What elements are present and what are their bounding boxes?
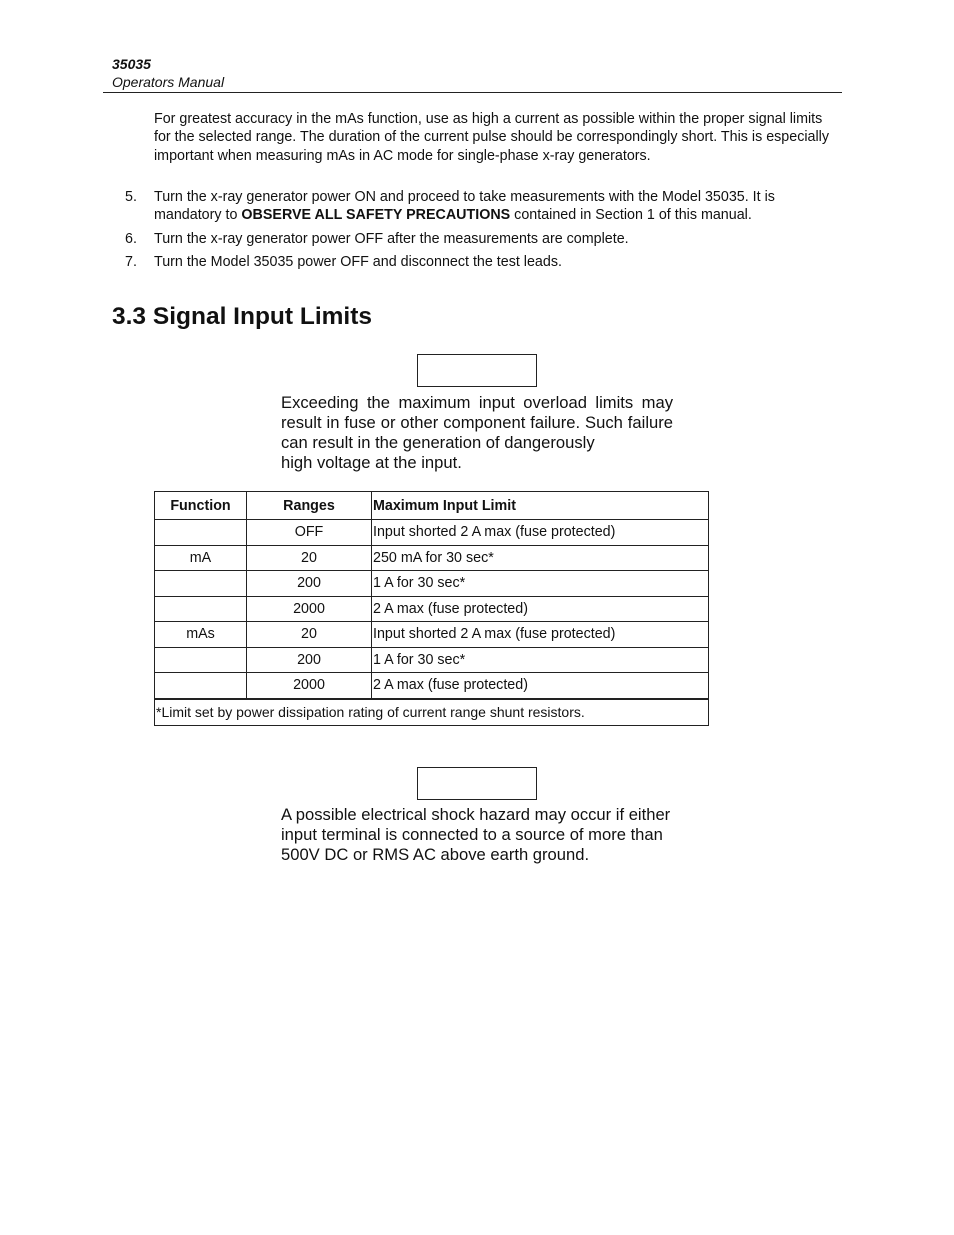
cell-function: mA xyxy=(155,545,247,571)
column-header-max-input-limit: Maximum Input Limit xyxy=(372,492,709,520)
shock-hazard-note: A possible electrical shock hazard may occur if either input terminal is connected to a source of more than 500V DC or RMS AC above earth ground. xyxy=(281,805,671,864)
header-model-number: 35035 xyxy=(112,56,151,72)
step-number: 5. xyxy=(125,189,137,205)
signal-limits-table xyxy=(154,491,709,726)
cell-function: mAs xyxy=(155,622,247,648)
step-text-after: contained in Section 1 of this manual. xyxy=(510,207,752,224)
procedure-steps xyxy=(125,188,840,276)
warning-label-box xyxy=(417,767,537,800)
table-row xyxy=(155,520,709,546)
step-text xyxy=(154,188,840,225)
safety-emphasis: OBSERVE ALL SAFETY PRECAUTIONS xyxy=(241,207,511,224)
cell-limit: 1 A for 30 sec* xyxy=(372,571,709,597)
column-header-function: Function xyxy=(155,492,247,520)
cell-function xyxy=(155,647,247,673)
table-row xyxy=(155,545,709,571)
overload-warning-note xyxy=(281,393,673,473)
table-row xyxy=(155,647,709,673)
caution-label-box xyxy=(417,354,537,387)
cell-limit: Input shorted 2 A max (fuse protected) xyxy=(372,622,709,648)
column-header-ranges: Ranges xyxy=(247,492,372,520)
table-row xyxy=(155,622,709,648)
step-text-before: Turn the x-ray generator power ON and proceed to take measurements with the Model 35035. It is mandatory to xyxy=(154,189,775,224)
step-text: Turn the x-ray generator power OFF after the measurements are complete. xyxy=(154,230,629,247)
warning-text-last-line: high voltage at the input. xyxy=(281,453,462,472)
cell-limit: Input shorted 2 A max (fuse protected) xyxy=(372,520,709,546)
cell-range: 200 xyxy=(247,571,372,597)
cell-limit: 1 A for 30 sec* xyxy=(372,647,709,673)
cell-range: 20 xyxy=(247,622,372,648)
step-number: 7. xyxy=(125,253,137,270)
cell-limit: 2 A max (fuse protected) xyxy=(372,596,709,622)
step-5 xyxy=(125,188,840,225)
page-header xyxy=(103,55,842,93)
table-row xyxy=(155,596,709,622)
section-heading: 3.3 Signal Input Limits xyxy=(112,303,373,330)
step-text: Turn the Model 35035 power OFF and disconnect the test leads. xyxy=(154,253,562,270)
cell-limit: 2 A max (fuse protected) xyxy=(372,673,709,699)
cell-function xyxy=(155,520,247,546)
cell-range: 2000 xyxy=(247,596,372,622)
step-number: 6. xyxy=(125,230,137,247)
table-footnote-row xyxy=(155,699,709,726)
cell-function xyxy=(155,596,247,622)
table-row xyxy=(155,571,709,597)
cell-limit: 250 mA for 30 sec* xyxy=(372,545,709,571)
step-7 xyxy=(125,253,840,271)
intro-paragraph: For greatest accuracy in the mAs function, use as high a current as possible within the proper signal limits for the selected range. The duration of the current pulse should be correspondingly short. This is especially important when measuring mAs in AC mode for single-phase x-ray generators. xyxy=(154,111,829,164)
cell-range: 2000 xyxy=(247,673,372,699)
step-6 xyxy=(125,230,840,248)
header-manual-title: Operators Manual xyxy=(112,74,225,90)
warning-text: Exceeding the maximum input overload limits may result in fuse or other component failure. Such failure can result in the generation of dangerously xyxy=(281,393,673,452)
cell-range: 20 xyxy=(247,545,372,571)
cell-function xyxy=(155,673,247,699)
cell-function xyxy=(155,571,247,597)
cell-range: OFF xyxy=(247,520,372,546)
table-row xyxy=(155,673,709,699)
table-footnote: *Limit set by power dissipation rating of current range shunt resistors. xyxy=(155,699,709,726)
cell-range: 200 xyxy=(247,647,372,673)
table-header-row xyxy=(155,492,709,520)
